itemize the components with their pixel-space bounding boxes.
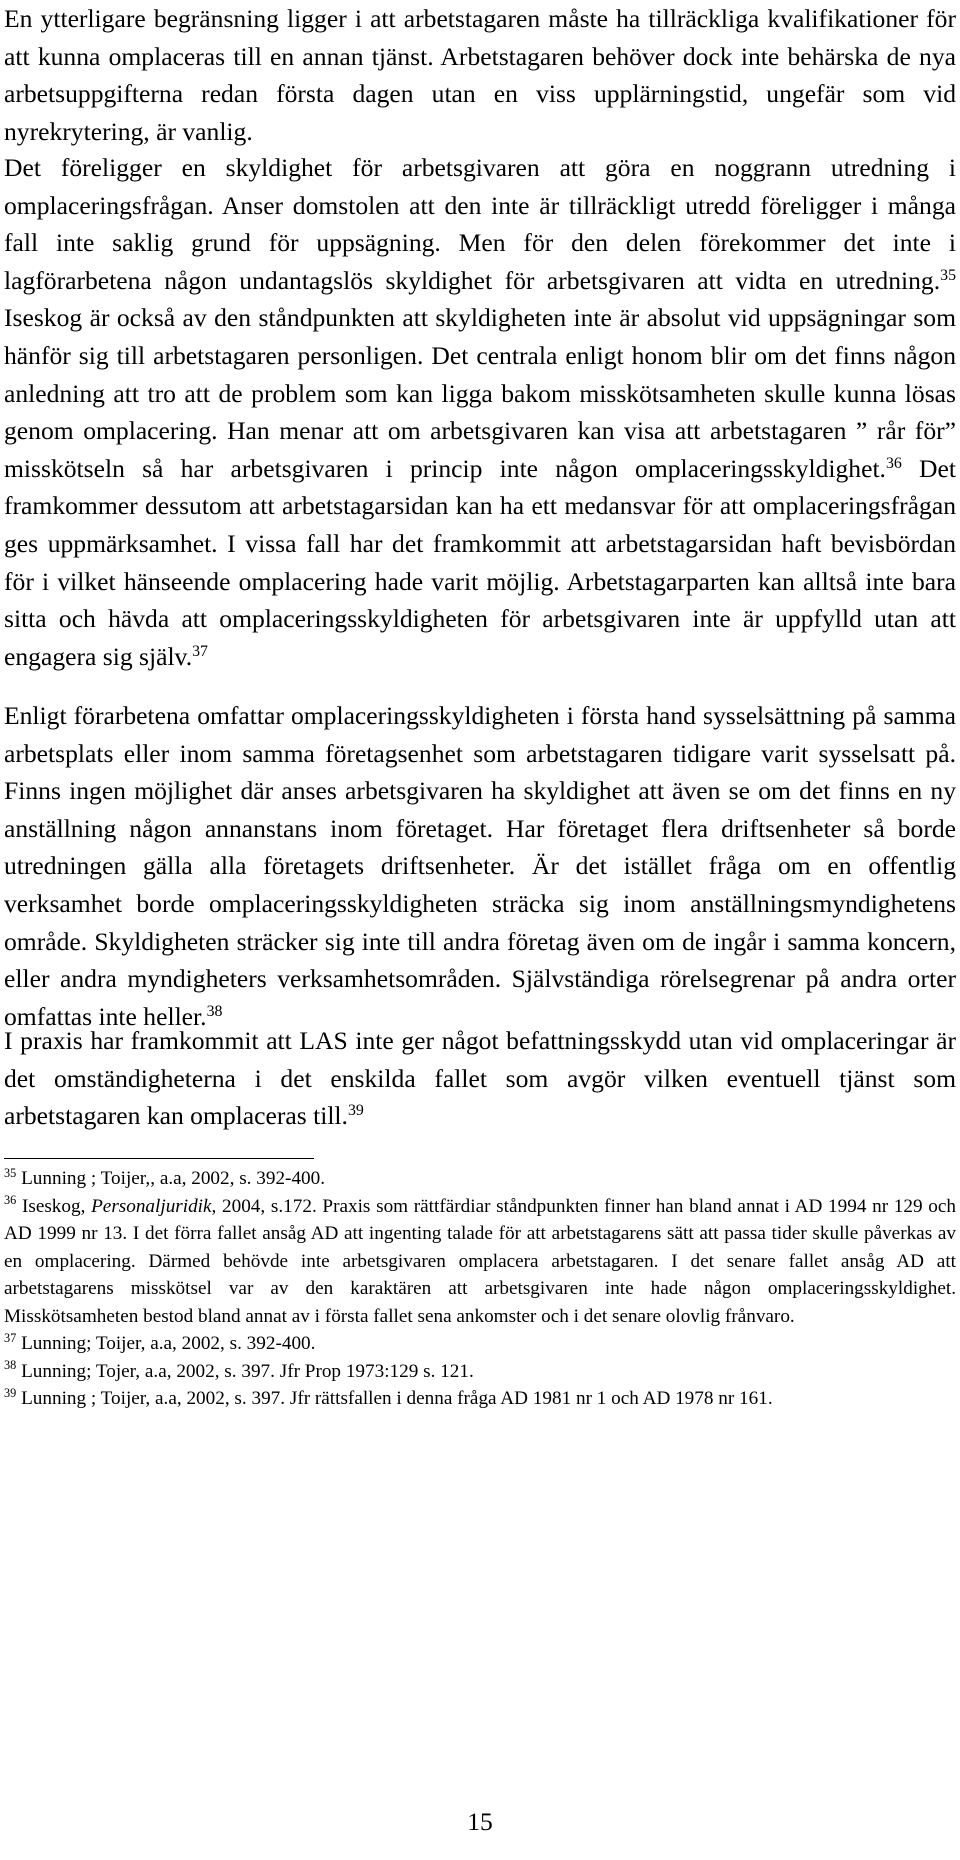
footnote-number: 37: [4, 1330, 17, 1345]
body-paragraph: [4, 697, 956, 1035]
footnote-text: , 2004, s.172. Praxis som rättfärdiar ståndpunkten finner han bland annat i AD 1994 nr 129 och AD 1999 nr 13. I det förra fallet ansåg AD att ingenting talade för att arbetstagarens sätt att passa tider skulle påverkas av en omplacering. Därmed behövde inte arbetsgivaren omplacera arbetstagaren. I det senare fallet ansåg AD att arbetstagarens misskötsel var av den karaktären att arbetsgivaren inte hade någon omplaceringsskyldighet. Misskötsamheten bestod bland annat av i första fallet sena ankomster och i det senare olovlig frånvaro.: [4, 1195, 956, 1327]
footnote: [4, 1330, 956, 1358]
footnote-text: Iseskog,: [16, 1195, 92, 1217]
body-paragraph: [4, 1022, 956, 1135]
footnote-text: Lunning; Tojer, a.a, 2002, s. 397. Jfr Prop 1973:129 s. 121.: [16, 1360, 474, 1382]
footnote-reference[interactable]: 36: [885, 455, 902, 473]
footnote: [4, 1193, 956, 1331]
footnote: [4, 1165, 956, 1193]
footnote-text: Lunning ; Toijer,, a.a, 2002, s. 392-400.: [16, 1168, 326, 1189]
paragraph-text: Enligt förarbetena omfattar omplaceringsskyldigheten i första hand sysselsättning på samma arbetsplats eller inom samma företagsenhet som arbetstagaren tidigare varit sysselsatt på. Finns ingen möjlighet där anses arbetsgivaren ha skyldighet att även se om det finns en ny anställning någon annanstans inom företaget. Har företaget flera driftsenheter så borde utredningen gälla alla företagets driftsenheter. Är det istället fråga om en offentlig verksamhet borde omplaceringsskyldigheten sträcka sig inom anställningsmyndighetens område. Skyldigheten sträcker sig inte till andra företag även om de ingår i samma koncern, eller andra myndigheters verksamhetsområden. Självständiga rörelsegrenar på andra orter omfattas inte heller.: [4, 701, 956, 1031]
footnote-reference[interactable]: 38: [206, 1003, 223, 1021]
page-number: 15: [467, 1807, 493, 1836]
footnote-book-title: Personaljuridik: [91, 1195, 212, 1217]
footnote-separator: [4, 1158, 314, 1159]
paragraph-text: I praxis har framkommit att LAS inte ger något befattningsskydd utan vid omplaceringar är det omständigheterna i det enskilda fallet som avgör vilken eventuell tjänst som arbetstagaren kan omplaceras till.: [4, 1026, 956, 1131]
footnote-number: 39: [4, 1385, 17, 1400]
footnote: [4, 1358, 956, 1386]
paragraph-text: Det föreligger en skyldighet för arbetsgivaren att göra en noggrann utredning i omplaceringsfrågan. Anser domstolen att den inte är tillräckligt utredd föreligger i många fall inte saklig grund för uppsägning. Men för den delen förekommer det inte i lagförarbetena någon undantagslös skyldighet för arbetsgivaren att vidta en utredning.: [4, 153, 956, 295]
footnote-number: 38: [4, 1358, 17, 1373]
footnotes-section: [4, 1165, 956, 1413]
body-paragraph: [4, 149, 956, 675]
body-paragraph: [4, 0, 956, 150]
footnote-reference[interactable]: 39: [347, 1102, 364, 1120]
paragraph-text: En ytterligare begränsning ligger i att arbetstagaren måste ha tillräckliga kvalifikationer för att kunna omplaceras till en annan tjänst. Arbetstagaren behöver dock inte behärska de nya arbetsuppgifterna redan första dagen utan en viss upplärningstid, ungefär som vid nyrekrytering, är vanlig.: [4, 4, 956, 146]
footnote-text: Lunning ; Toijer, a.a, 2002, s. 397. Jfr rättsfallen i denna fråga AD 1981 nr 1 och AD 1978 nr 161.: [16, 1388, 773, 1409]
footnote-number: 36: [4, 1193, 17, 1208]
footnote-text: Lunning; Toijer, a.a, 2002, s. 392-400.: [16, 1333, 316, 1354]
paragraph-text: Det framkommer dessutom att arbetstagarsidan kan ha ett medansvar för att omplaceringsfrågan ges uppmärksamhet. I vissa fall har det framkommit att arbetstagarsidan haft bevisbördan för i vilket hänseende omplacering hade varit möjlig. Arbetstagarparten kan alltså inte bara sitta och hävda att omplaceringsskyldigheten för arbetsgivaren inte är uppfylld utan att engagera sig själv.: [4, 453, 956, 671]
footnote: [4, 1385, 956, 1413]
paragraph-text: Iseskog är också av den ståndpunkten att skyldigheten inte är absolut vid uppsägningar som hänför sig till arbetstagaren personligen. Det centrala enligt honom blir om det finns någon anledning att tro att de problem som kan ligga bakom misskötsamheten skulle kunna lösas genom omplacering. Han menar att om arbetsgivaren kan visa att arbetstagaren ” rår för” misskötseln så har arbetsgivaren i princip inte någon omplaceringsskyldighet.: [4, 303, 956, 483]
footnote-reference[interactable]: 35: [940, 267, 956, 285]
footnote-reference[interactable]: 37: [192, 643, 208, 660]
footnote-number: 35: [4, 1165, 17, 1180]
